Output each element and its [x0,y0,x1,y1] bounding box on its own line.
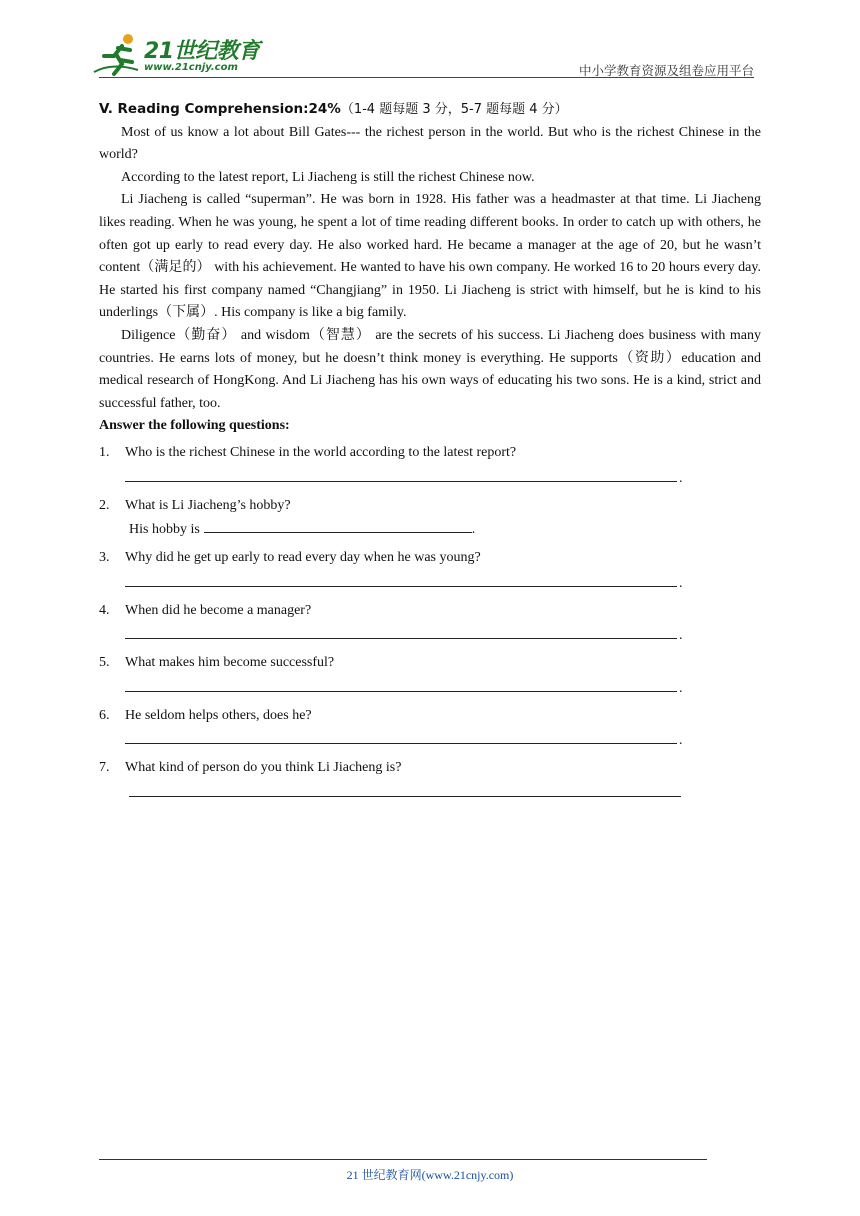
answer-line-6[interactable] [125,727,761,753]
answer-end-mark: . [679,628,683,644]
question-3 [99,547,761,570]
question-number: 5. [99,655,110,671]
answer-end-mark: . [471,522,476,538]
header-platform-name: 中小学教育资源及组卷应用平台 [578,63,754,78]
logo-text: 21世纪教育 [144,39,260,64]
question-number: 3. [99,550,110,566]
header-divider [99,77,754,78]
question-5 [99,652,761,675]
question-number: 2. [99,497,110,513]
question-text: What is Li Jiacheng’s hobby? [125,497,291,513]
passage-paragraph: Most of us know a lot about Bill Gates--- the richest person in the world. But who is the richest Chinese in the world? [99,124,761,163]
question-7 [99,757,761,780]
question-text: What makes him become successful? [125,655,335,671]
runner-logo-icon [92,32,142,78]
question-text: What kind of person do you think Li Jiacheng is? [125,760,402,776]
answer-line-2 [129,517,761,543]
section-title: V. Reading Comprehension:24% [99,101,341,117]
question-number: 7. [99,760,110,776]
answer-end-mark: . [679,575,683,591]
document-body [99,98,761,806]
answer-line-3[interactable] [125,570,761,596]
answer-end-mark: . [679,733,683,749]
passage-paragraph: Diligence（勤奋） and wisdom（智慧） are the secrets of his success. Li Jiacheng does business with many countries. He earns lots of money, but he doesn’t think money is everything. He supports（资助）education and medical research of HongKong. And Li Jiacheng has his own ways of educating his two sons. He is a kind, strict and successful father, too. [99,327,761,411]
footer-divider [99,1159,707,1160]
answer-line-1[interactable] [125,465,761,491]
answer-line-7[interactable] [129,780,761,806]
answer-prefix: His hobby is [129,522,200,538]
question-number: 1. [99,444,110,460]
logo-url: www.21cnjy.com [144,62,238,73]
question-2 [99,495,761,518]
question-4 [99,600,761,623]
question-text: Who is the richest Chinese in the world according to the latest report? [125,444,517,460]
answer-line-5[interactable] [125,675,761,701]
section-score: （1-4 题每题 3 分，5-7 题每题 4 分） [340,102,568,117]
passage-paragraph: According to the latest report, Li Jiacheng is still the richest Chinese now. [121,169,535,185]
answer-line-4[interactable] [125,622,761,648]
section-heading [99,98,761,122]
question-text: Why did he get up early to read every day when he was young? [125,550,481,566]
answer-end-mark: . [679,680,683,696]
question-1 [99,442,761,465]
question-text: He seldom helps others, does he? [125,707,312,723]
logo [92,32,262,78]
questions-header: Answer the following questions: [99,418,290,434]
answer-blank[interactable] [204,517,472,533]
passage-paragraph: Li Jiacheng is called “superman”. He was born in 1928. His father was a headmaster at that time. Li Jiacheng likes reading. When he was young, he spent a lot of time reading different books. In order to catch up with others, he often got up early to read every day. He also worked hard. He became a manager at the age of 20, but he wasn’t content（满足的） with his achievement. He wanted to have his own company. He worked 16 to 20 hours every day. He started his first company named “Changjiang” in 1950. Li Jiacheng is strict with himself, but he is kind to his underlings（下属）. His company is like a big family. [99,192,761,321]
question-number: 6. [99,707,110,723]
answer-end-mark: . [679,470,683,486]
footer-text: 21 世纪教育网(www.21cnjy.com) [346,1168,514,1182]
question-text: When did he become a manager? [125,602,312,618]
question-number: 4. [99,602,110,618]
question-6 [99,705,761,728]
